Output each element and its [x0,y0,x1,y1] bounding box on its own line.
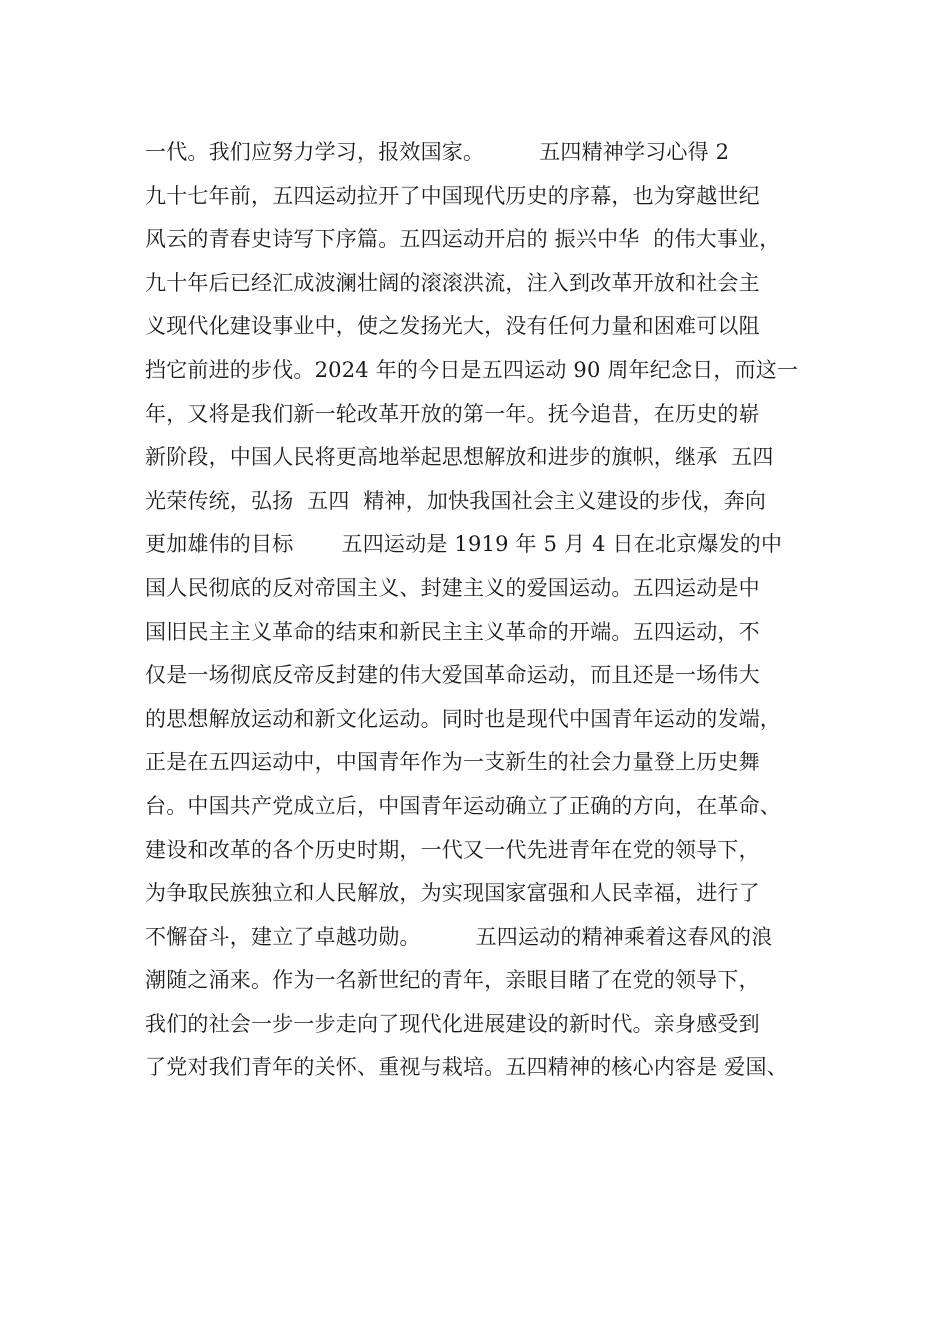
text-line: 为争取民族独立和人民解放，为实现国家富强和人民幸福，进行了 [145,881,760,906]
text-line: 正是在五四运动中，中国青年作为一支新生的社会力量登上历史舞 [145,750,760,775]
text-line: 一代。我们应努力学习，报效国家。 五四精神学习心得 2 [145,140,730,164]
text-line: 国旧民主主义革命的结束和新民主主义革命的开端。五四运动，不 [145,619,760,644]
body-text [145,131,835,1090]
text-line: 国人民彻底的反对帝国主义、封建主义的爱国运动。五四运动是中 [145,575,760,600]
text-line: 光荣传统，弘扬 五四 精神，加快我国社会主义建设的步伐，奔向 [145,488,767,513]
text-line: 不懈奋斗，建立了卓越功勋。 五四运动的精神乘着这春风的浪 [145,924,773,949]
text-line: 新阶段，中国人民将更高地举起思想解放和进步的旗帜，继承 五四 [145,445,774,470]
text-line: 潮随之涌来。作为一名新世纪的青年，亲眼目睹了在党的领导下， [145,968,760,993]
text-line: 了党对我们青年的关怀、重视与栽培。五四精神的核心内容是 爱国、 [145,1055,788,1080]
text-line: 建设和改革的各个历史时期，一代又一代先进青年在党的领导下， [145,837,760,862]
text-line: 风云的青春史诗写下序篇。五四运动开启的 振兴中华 的伟大事业， [145,227,781,252]
text-line: 我们的社会一步一步走向了现代化进展建设的新时代。亲身感受到 [145,1011,760,1036]
text-line: 年，又将是我们新一轮改革开放的第一年。抚今追昔，在历史的崭 [145,401,760,426]
text-line: 台。中国共产党成立后，中国青年运动确立了正确的方向，在革命、 [145,793,781,818]
text-line: 九十年后已经汇成波澜壮阔的滚滚洪流，注入到改革开放和社会主 [145,270,760,295]
text-line: 的思想解放运动和新文化运动。同时也是现代中国青年运动的发端， [145,706,781,731]
text-line: 仅是一场彻底反帝反封建的伟大爱国革命运动，而且还是一场伟大 [145,663,760,688]
text-line: 挡它前进的步伐。2024 年的今日是五四运动 90 周年纪念日，而这一 [145,357,799,382]
text-line: 更加雄伟的目标 五四运动是 1919 年 5 月 4 日在北京爆发的中 [145,532,783,557]
text-line: 九十七年前，五四运动拉开了中国现代历史的序幕，也为穿越世纪 [145,183,760,208]
text-line: 义现代化建设事业中，使之发扬光大，没有任何力量和困难可以阻 [145,314,760,339]
